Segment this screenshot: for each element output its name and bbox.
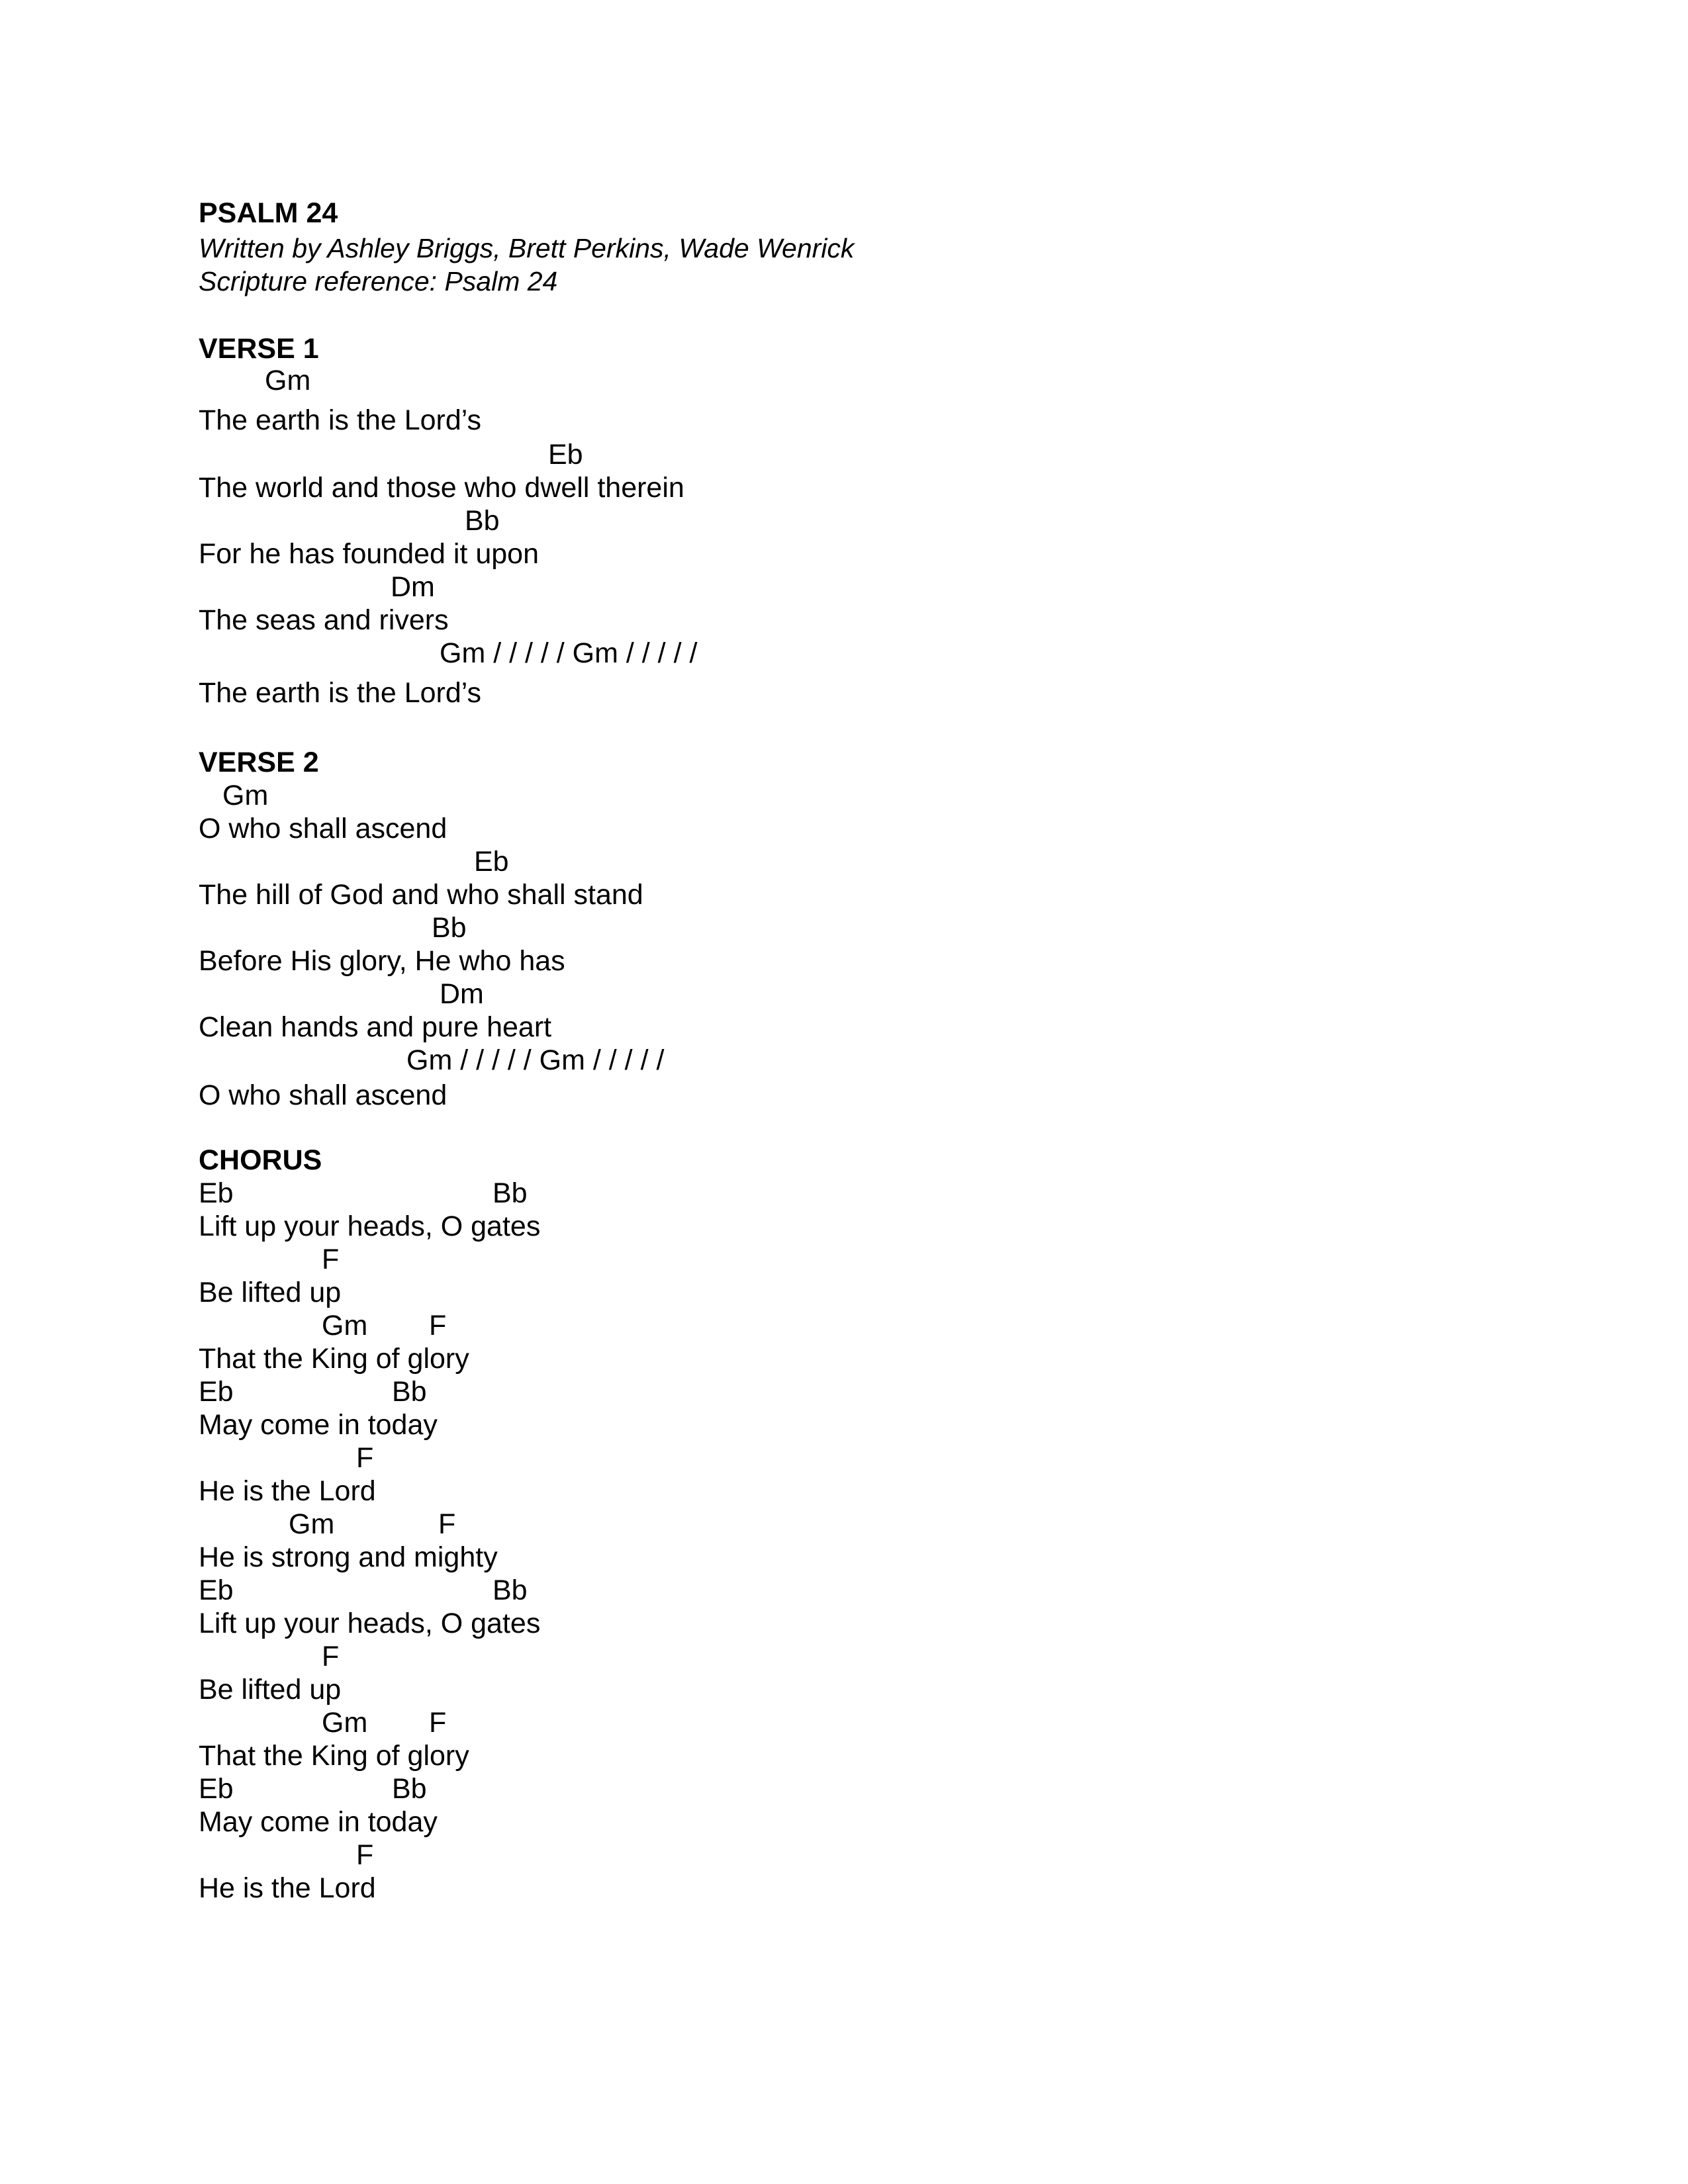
chord: F	[438, 1508, 456, 1540]
lyric-line: Lift up your heads, O gates	[199, 1210, 541, 1242]
chord: Eb	[199, 1177, 234, 1209]
chord: F	[322, 1244, 340, 1275]
lyric-line: That the King of glory	[199, 1740, 469, 1772]
scripture-reference: Scripture reference: Psalm 24	[199, 266, 558, 296]
lyric-line: Lift up your heads, O gates	[199, 1608, 541, 1639]
lyric-line: He is strong and mighty	[199, 1541, 498, 1573]
chord: Dm	[440, 978, 484, 1010]
verse-1-heading: VERSE 1	[199, 333, 319, 365]
chord: Bb	[392, 1376, 427, 1408]
chord: F	[429, 1310, 447, 1342]
lyric-line: The hill of God and who shall stand	[199, 879, 643, 911]
lyric-line: The world and those who dwell therein	[199, 472, 684, 504]
chord: Gm	[289, 1508, 335, 1540]
chord: Dm	[391, 571, 435, 603]
chord: Eb	[199, 1773, 234, 1805]
chord: Gm	[322, 1310, 368, 1342]
chord: F	[322, 1641, 340, 1672]
chord: Gm / / / / / Gm / / / / /	[440, 637, 698, 669]
chord: Bb	[432, 912, 467, 944]
lyric-line: He is the Lord	[199, 1475, 376, 1507]
chord: Gm	[265, 365, 311, 396]
lyric-line: The earth is the Lord’s	[199, 404, 482, 436]
lyric-line: May come in today	[199, 1806, 438, 1838]
lyric-line: Clean hands and pure heart	[199, 1011, 552, 1043]
chord: Gm	[222, 780, 269, 811]
song-title: PSALM 24	[199, 197, 338, 229]
verse-2-heading: VERSE 2	[199, 747, 319, 778]
lyric-line: May come in today	[199, 1409, 438, 1441]
chord: F	[356, 1442, 374, 1474]
chorus-heading: CHORUS	[199, 1144, 322, 1176]
chord: F	[356, 1839, 374, 1871]
lyric-line: Before His glory, He who has	[199, 945, 565, 977]
chord: Bb	[392, 1773, 427, 1805]
chord: F	[429, 1707, 447, 1739]
lyric-line: He is the Lord	[199, 1872, 376, 1904]
lyric-line: O who shall ascend	[199, 813, 447, 844]
lyric-line: Be lifted up	[199, 1277, 342, 1308]
chord: Gm / / / / / Gm / / / / /	[406, 1044, 665, 1076]
chord: Eb	[474, 846, 509, 878]
lyric-line: Be lifted up	[199, 1674, 342, 1706]
chord: Eb	[548, 439, 583, 471]
lyric-line: The earth is the Lord’s	[199, 677, 482, 709]
chord: Bb	[492, 1177, 528, 1209]
chord: Eb	[199, 1376, 234, 1408]
chord: Bb	[465, 505, 500, 537]
songwriters-credit: Written by Ashley Briggs, Brett Perkins, Wade Wenrick	[199, 233, 855, 263]
chord: Eb	[199, 1574, 234, 1606]
lyric-line: The seas and rivers	[199, 604, 449, 636]
chord: Bb	[492, 1574, 528, 1606]
lyric-line: For he has founded it upon	[199, 538, 539, 570]
lyric-line: That the King of glory	[199, 1343, 469, 1375]
chord: Gm	[322, 1707, 368, 1739]
lyric-line: O who shall ascend	[199, 1079, 447, 1111]
